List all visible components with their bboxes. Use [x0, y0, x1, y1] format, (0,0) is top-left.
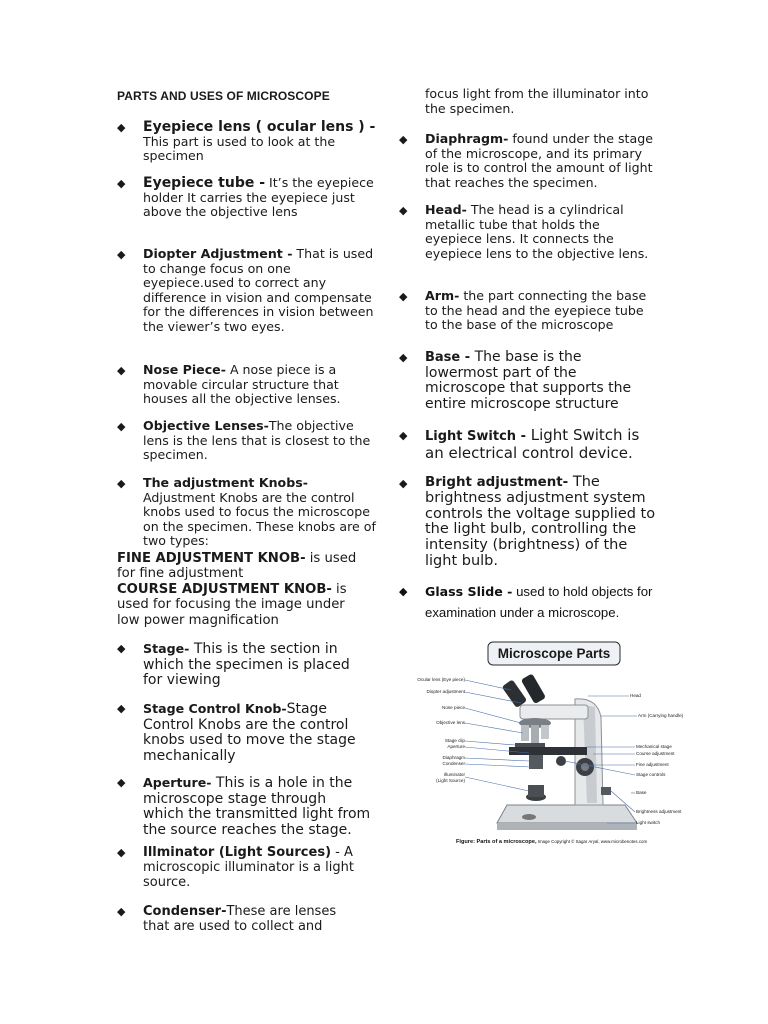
- bullet-icon: ◆: [117, 905, 126, 918]
- item-term: Glass Slide -: [425, 584, 513, 599]
- item-text: The brightness adjustment system controls the voltage supplied to the light bulb, controlling the intensity (brightness) of the light bulb.: [425, 474, 656, 569]
- label-aperture: Aperture: [447, 744, 465, 749]
- label-arm: Arm (Carrying handle): [638, 713, 684, 718]
- item-text: Light Switch is an electrical control device.: [425, 426, 640, 462]
- label-condenser: Condenser: [442, 761, 465, 766]
- bullet-icon: ◆: [117, 420, 126, 433]
- item-text: This is the section in which the specimen is placed for viewing: [143, 641, 350, 689]
- label-illuminator: Illuminator: [443, 772, 465, 777]
- list-item: [117, 175, 379, 220]
- label-objective-lens: Objective lens: [436, 720, 465, 725]
- list-item: [399, 202, 655, 261]
- figure-heading: Microscope Parts: [497, 646, 611, 661]
- label-diaphragm: Diaphragm: [442, 755, 465, 760]
- item-term: Nose Piece-: [143, 362, 226, 377]
- list-item: [399, 288, 657, 333]
- label-brightness-adjustment: Brightness adjustment: [636, 809, 682, 814]
- item-text: used to hold objects for examination under a microscope.: [425, 584, 653, 620]
- bullet-icon: ◆: [399, 477, 408, 490]
- item-text: the part connecting the base to the head and the eyepiece tube to the base of the microscope: [425, 288, 647, 333]
- list-item: [117, 475, 379, 549]
- bullet-icon: ◆: [117, 177, 126, 190]
- item-term: Light Switch -: [425, 429, 526, 444]
- item-text: found under the stage of the microscope, and its primary role is to control the amount of light that reaches the specimen.: [425, 131, 653, 190]
- label-ocular-lens: Ocular lens (Eye piece): [417, 677, 465, 682]
- label-course-adjustment: Course adjustment: [636, 751, 675, 756]
- bullet-icon: ◆: [117, 477, 126, 490]
- bullet-icon: ◆: [399, 204, 408, 217]
- bullet-icon: ◆: [399, 133, 408, 146]
- item-text: That is used to change focus on one eyepiece.used to correct any difference in vision and compensate for the differences in vision between the viewer’s two eyes.: [143, 246, 374, 334]
- bullet-icon: ◆: [399, 290, 408, 303]
- item-text: This is a hole in the microscope stage through which the transmitted light from the source reaches the stage.: [143, 775, 371, 838]
- item-term: Diaphragm-: [425, 131, 509, 146]
- item-text: - A microscopic illuminator is a light source.: [143, 845, 354, 890]
- label-nose-piece: Nose piece: [442, 705, 465, 710]
- list-item: [399, 474, 657, 570]
- item-term: Stage Control Knob-: [143, 701, 287, 716]
- bullet-icon: ◆: [117, 121, 126, 134]
- item-text: Stage Control Knobs are the control knobs used to move the stage mechanically: [143, 701, 356, 764]
- bullet-icon: ◆: [399, 351, 408, 364]
- item-term: Condenser-: [143, 904, 227, 919]
- fine-knob-paragraph: [117, 551, 367, 582]
- item-text: is used for focusing the image under low power magnification: [117, 582, 347, 628]
- caption-bold: Figure: Parts of a microscope,: [456, 839, 537, 845]
- list-item: [117, 641, 371, 689]
- item-term: Arm-: [425, 288, 460, 303]
- label-head: Head: [630, 693, 641, 698]
- list-item: [117, 904, 358, 934]
- continued-paragraph: [425, 87, 655, 116]
- item-term: Bright adjustment-: [425, 475, 569, 490]
- bullet-icon: ◆: [117, 248, 126, 261]
- list-item: [117, 845, 375, 890]
- label-light-source: (Light Source): [436, 778, 465, 783]
- list-item: [399, 426, 657, 462]
- item-text: is used for fine adjustment: [117, 551, 357, 582]
- item-term: Eyepiece lens ( ocular lens ) -: [143, 119, 376, 135]
- list-item: [117, 418, 379, 463]
- item-term: FINE ADJUSTMENT KNOB-: [117, 551, 306, 566]
- microscope-figure: [417, 637, 684, 849]
- list-item: [117, 775, 371, 838]
- item-text: Adjustment Knobs are the control knobs used to focus the microscope on the specimen. These knobs are of two types:: [143, 489, 376, 549]
- item-text: A nose piece is a movable circular structure that houses all the objective lenses.: [143, 362, 341, 407]
- item-term: Aperture-: [143, 775, 212, 790]
- list-item: [399, 131, 655, 190]
- list-item: [117, 701, 368, 764]
- list-item: [117, 119, 379, 164]
- label-stage-controls: Stage controls: [636, 772, 666, 777]
- microscope-diagram: [417, 637, 684, 849]
- item-term: Diopter Adjustment -: [143, 246, 293, 261]
- list-item: [399, 581, 657, 623]
- item-term: Base -: [425, 350, 471, 365]
- bullet-icon: ◆: [117, 776, 126, 789]
- bullet-icon: ◆: [399, 429, 408, 442]
- item-text: This part is used to look at the specimen: [143, 133, 336, 164]
- item-text: The base is the lowermost part of the microscope that supports the entire microscope structure: [425, 349, 632, 412]
- item-text: The objective lens is the lens that is closest to the specimen.: [143, 418, 371, 463]
- bullet-icon: ◆: [117, 642, 126, 655]
- list-item: [399, 349, 635, 412]
- item-text: The head is a cylindrical metallic tube that holds the eyepiece lens. It connects the eyepiece lens to the objective lens.: [425, 202, 649, 261]
- item-term: Head-: [425, 202, 467, 217]
- bullet-icon: ◆: [399, 585, 408, 598]
- list-item: [117, 246, 379, 335]
- label-base: Base: [636, 790, 647, 795]
- label-fine-adjustment: Fine adjustment: [636, 762, 669, 767]
- label-mechanical-stage: Mechanical stage: [636, 744, 672, 749]
- item-term: Eyepiece tube -: [143, 175, 266, 191]
- bullet-icon: ◆: [117, 702, 126, 715]
- bullet-icon: ◆: [117, 846, 126, 859]
- bullet-icon: ◆: [117, 364, 126, 377]
- item-term: Stage-: [143, 641, 190, 656]
- label-light-switch: Light switch: [636, 820, 661, 825]
- item-term: Objective Lenses-: [143, 418, 269, 433]
- item-text: These are lenses that are used to collect and: [143, 904, 337, 934]
- list-item: [117, 362, 379, 407]
- item-text: It’s the eyepiece holder It carries the eyepiece just above the objective lens: [143, 175, 374, 220]
- page-title: PARTS AND USES OF MICROSCOPE: [117, 89, 330, 103]
- item-text: focus light from the illuminator into the specimen.: [425, 86, 649, 116]
- caption-credit: Image Copyright © Sagar Aryal, www.microbenotes.com: [536, 839, 648, 844]
- item-term: COURSE ADJUSTMENT KNOB-: [117, 582, 332, 597]
- item-term: The adjustment Knobs-: [143, 475, 308, 490]
- label-stage-clip: Stage clip: [444, 738, 465, 743]
- label-diopter: Diopter adjustment: [426, 689, 465, 694]
- course-knob-paragraph: [117, 582, 367, 628]
- item-term: Illminator (Light Sources): [143, 845, 332, 860]
